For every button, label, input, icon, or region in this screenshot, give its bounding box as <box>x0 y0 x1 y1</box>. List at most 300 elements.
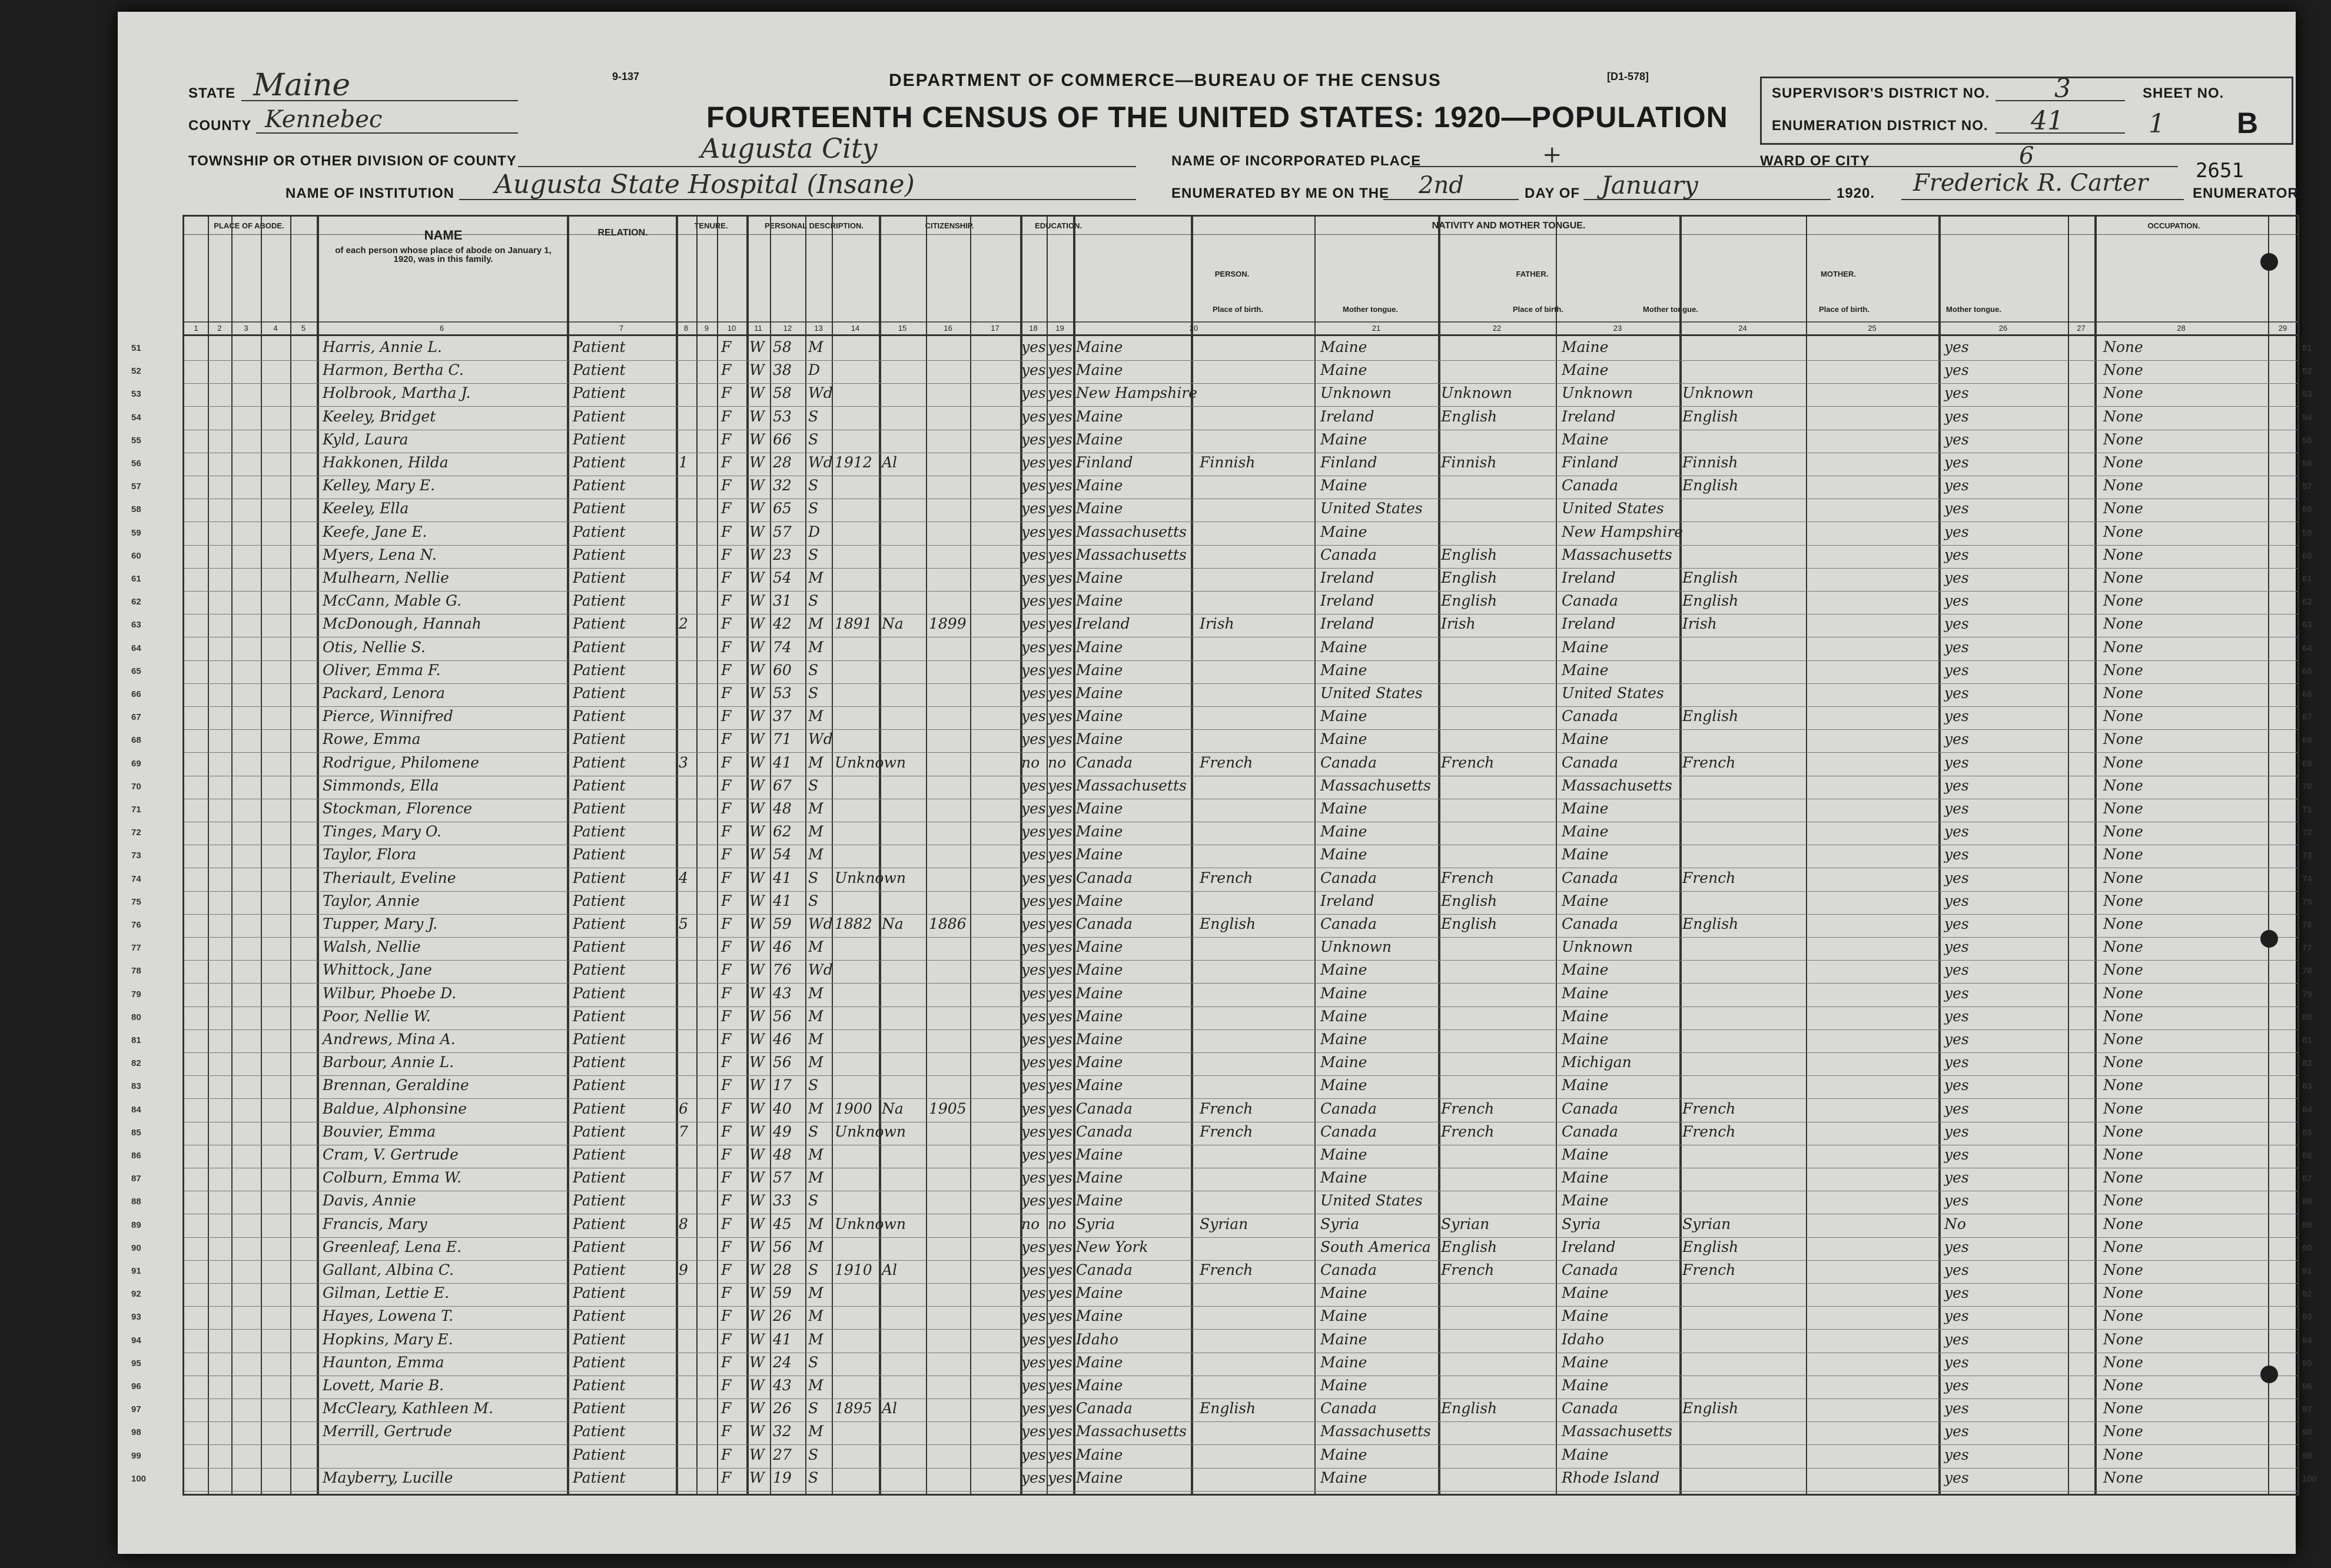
cell-name: Mayberry, Lucille <box>323 1469 453 1486</box>
cell-age: 19 <box>773 1469 792 1486</box>
cell-age: 37 <box>773 707 792 725</box>
cell-age: 24 <box>773 1353 792 1371</box>
cell-read: no <box>1021 753 1040 771</box>
cell-race: W <box>749 1169 765 1187</box>
cell-eng: yes <box>1944 430 1969 448</box>
institution-value: Augusta State Hospital (Insane) <box>494 170 915 200</box>
table-row <box>131 360 2312 384</box>
cell-fmt: Unknown <box>1441 384 1512 402</box>
cell-pob: Maine <box>1076 407 1123 425</box>
line-number: 53 <box>2302 389 2312 400</box>
table-row <box>131 383 2312 407</box>
cell-race: W <box>749 685 765 702</box>
table-row <box>131 1398 2312 1422</box>
table-row <box>131 476 2312 499</box>
cell-race: W <box>749 800 765 817</box>
cell-ms: M <box>808 753 824 771</box>
cell-pob: Maine <box>1076 1146 1123 1163</box>
cell-mpob: Maine <box>1562 1077 1609 1094</box>
cell-name: Harmon, Bertha C. <box>323 361 464 379</box>
cell-read: yes <box>1021 984 1046 1002</box>
cell-name: Rodrigue, Philomene <box>323 753 479 771</box>
cell-sex: F <box>721 546 732 563</box>
cell-write: yes <box>1048 823 1072 841</box>
cell-rel: Patient <box>573 1423 626 1440</box>
cell-sex: F <box>721 1146 732 1163</box>
cell-write: yes <box>1048 1122 1072 1140</box>
line-number: 93 <box>131 1312 141 1323</box>
cell-race: W <box>749 869 765 886</box>
cell-trade: None <box>2103 1238 2143 1255</box>
cell-own: 5 <box>679 915 688 932</box>
cell-mpob: Ireland <box>1562 407 1616 425</box>
cell-own: 3 <box>679 753 688 771</box>
line-number: 70 <box>131 781 141 792</box>
line-number: 71 <box>131 805 141 815</box>
enumerated-day: 2nd <box>1419 172 1464 199</box>
cell-write: yes <box>1048 546 1072 563</box>
cell-fpob: Maine <box>1320 823 1367 841</box>
line-number: 54 <box>131 412 141 423</box>
cell-sex: F <box>721 1122 732 1140</box>
table-row <box>131 868 2312 892</box>
col-place-of-abode: PLACE OF ABODE. <box>214 221 284 230</box>
cell-name: Whittock, Jane <box>323 961 432 979</box>
cell-write: yes <box>1048 1007 1072 1025</box>
cell-eng: yes <box>1944 1284 1969 1302</box>
cell-mmt: Syrian <box>1682 1215 1731 1233</box>
cell-write: yes <box>1048 407 1072 425</box>
cell-mpob: Ireland <box>1562 615 1616 633</box>
cell-eng: yes <box>1944 1400 1969 1417</box>
cell-trade: None <box>2103 892 2143 909</box>
cell-trade: None <box>2103 1146 2143 1163</box>
place-value: + <box>1542 141 1562 168</box>
cell-read: yes <box>1021 1446 1046 1463</box>
cell-ms: S <box>808 685 819 702</box>
cell-trade: None <box>2103 638 2143 656</box>
line-number: 90 <box>2302 1243 2312 1253</box>
cell-fpob: Canada <box>1320 753 1377 771</box>
cell-sex: F <box>721 477 732 494</box>
cell-rel: Patient <box>573 707 626 725</box>
cell-sex: F <box>721 1215 732 1233</box>
column-number: 15 <box>898 324 907 333</box>
cell-write: yes <box>1048 1330 1072 1348</box>
cell-rel: Patient <box>573 753 626 771</box>
cell-age: 59 <box>773 915 792 932</box>
cell-fpob: Maine <box>1320 338 1367 356</box>
cell-sex: F <box>721 1192 732 1210</box>
cell-ms: S <box>808 1077 819 1094</box>
cell-rel: Patient <box>573 1031 626 1048</box>
cell-race: W <box>749 1261 765 1278</box>
cell-read: yes <box>1021 800 1046 817</box>
cell-eng: yes <box>1944 1077 1969 1094</box>
cell-age: 56 <box>773 1054 792 1071</box>
cell-mpob: Massachusetts <box>1562 546 1672 563</box>
cell-race: W <box>749 1238 765 1255</box>
cell-name: Wilbur, Phoebe D. <box>323 984 457 1002</box>
cell-mpob: Canada <box>1562 753 1618 771</box>
cell-trade: None <box>2103 1284 2143 1302</box>
cell-own: 7 <box>679 1122 688 1140</box>
cell-fpob: Maine <box>1320 707 1367 725</box>
line-number: 98 <box>2302 1427 2312 1438</box>
cell-sex: F <box>721 1307 732 1325</box>
column-number: 17 <box>991 324 1000 333</box>
cell-pob: Massachusetts <box>1076 1423 1187 1440</box>
cell-ms: M <box>808 800 824 817</box>
table-row <box>131 1168 2312 1191</box>
cell-fpob: Maine <box>1320 1031 1367 1048</box>
cell-fpob: Maine <box>1320 1284 1367 1302</box>
cell-mpob: Ireland <box>1562 569 1616 586</box>
cell-mpob: Rhode Island <box>1562 1469 1660 1486</box>
cell-race: W <box>749 430 765 448</box>
table-row <box>131 1052 2312 1076</box>
cell-write: yes <box>1048 1054 1072 1071</box>
cell-write: no <box>1048 1215 1067 1233</box>
cell-read: yes <box>1021 685 1046 702</box>
cell-mpob: Finland <box>1562 454 1619 471</box>
column-number: 28 <box>2177 324 2186 333</box>
cell-rel: Patient <box>573 869 626 886</box>
cell-age: 58 <box>773 338 792 356</box>
cell-name: Simmonds, Ella <box>323 776 439 794</box>
col-name-desc: of each person whose place of abode on January 1, 1920, was in this family. <box>335 245 552 264</box>
cell-nat: Al <box>882 454 898 471</box>
cell-imm: Unknown <box>835 1122 906 1140</box>
cell-name: McDonough, Hannah <box>323 615 482 633</box>
table-row <box>131 660 2312 684</box>
cell-pob: Maine <box>1076 938 1123 956</box>
cell-eng: yes <box>1944 776 1969 794</box>
cell-fpob: Canada <box>1320 1122 1377 1140</box>
cell-mpob: Canada <box>1562 592 1618 610</box>
cell-read: yes <box>1021 1307 1046 1325</box>
cell-read: yes <box>1021 569 1046 586</box>
cell-fpob: Canada <box>1320 869 1377 886</box>
cell-rel: Patient <box>573 1469 626 1486</box>
cell-write: yes <box>1048 1307 1072 1325</box>
cell-trade: None <box>2103 685 2143 702</box>
table-row <box>131 1075 2312 1099</box>
cell-eng: yes <box>1944 454 1969 471</box>
table-row <box>131 1122 2312 1145</box>
cell-age: 26 <box>773 1400 792 1417</box>
table-row <box>131 1445 2312 1469</box>
line-number: 95 <box>131 1358 141 1368</box>
table-row <box>131 1421 2312 1445</box>
cell-write: yes <box>1048 1077 1072 1094</box>
cell-mpob: Canada <box>1562 1122 1618 1140</box>
cell-trade: None <box>2103 384 2143 402</box>
cell-rel: Patient <box>573 1169 626 1187</box>
cell-write: yes <box>1048 477 1072 494</box>
cell-ms: Wd <box>808 915 833 932</box>
table-row <box>131 1330 2312 1353</box>
cell-age: 54 <box>773 569 792 586</box>
cell-pob: Maine <box>1076 1054 1123 1071</box>
cell-read: yes <box>1021 1077 1046 1094</box>
cell-write: yes <box>1048 1400 1072 1417</box>
cell-sex: F <box>721 1261 732 1278</box>
cell-read: yes <box>1021 615 1046 633</box>
line-number: 57 <box>131 481 141 492</box>
column-number: 27 <box>2077 324 2086 333</box>
cell-fpob: Ireland <box>1320 407 1374 425</box>
cell-mt: Irish <box>1200 615 1234 633</box>
cell-name: McCann, Mable G. <box>323 592 461 610</box>
cell-mpob: Canada <box>1562 869 1618 886</box>
column-number: 20 <box>1189 324 1198 333</box>
line-number: 75 <box>2302 896 2312 907</box>
line-number: 88 <box>2302 1197 2312 1207</box>
cell-trade: None <box>2103 430 2143 448</box>
cell-mmt: French <box>1682 869 1736 886</box>
state-label: STATE <box>188 85 236 101</box>
cell-fpob: United States <box>1320 500 1423 517</box>
cell-eng: yes <box>1944 1238 1969 1255</box>
line-number: 65 <box>131 666 141 676</box>
census-table <box>131 215 2317 1496</box>
cell-trade: None <box>2103 338 2143 356</box>
cell-eng: yes <box>1944 638 1969 656</box>
cell-fpob: Maine <box>1320 361 1367 379</box>
cell-pob: Maine <box>1076 823 1123 841</box>
cell-eng: No <box>1944 1215 1966 1233</box>
cell-trade: None <box>2103 1169 2143 1187</box>
line-number: 72 <box>2302 828 2312 838</box>
cell-sex: F <box>721 938 732 956</box>
cell-eng: yes <box>1944 1377 1969 1394</box>
cell-fmt: Syrian <box>1441 1215 1490 1233</box>
cell-mpob: Maine <box>1562 1353 1609 1371</box>
line-number: 73 <box>2302 851 2312 861</box>
table-row <box>131 1214 2312 1238</box>
cell-write: yes <box>1048 984 1072 1002</box>
cell-sex: F <box>721 454 732 471</box>
sheet-label: SHEET NO. <box>2143 85 2224 101</box>
cell-name: Taylor, Flora <box>323 846 417 863</box>
cell-nat: Al <box>882 1400 898 1417</box>
cell-rel: Patient <box>573 1261 626 1278</box>
line-number: 57 <box>2302 481 2312 492</box>
cell-rel: Patient <box>573 730 626 748</box>
cell-read: yes <box>1021 915 1046 932</box>
line-number: 79 <box>2302 989 2312 999</box>
cell-fpob: Maine <box>1320 1007 1367 1025</box>
cell-rel: Patient <box>573 961 626 979</box>
cell-write: yes <box>1048 361 1072 379</box>
cell-race: W <box>749 546 765 563</box>
table-row <box>131 984 2312 1007</box>
cell-rel: Patient <box>573 984 626 1002</box>
cell-race: W <box>749 776 765 794</box>
cell-read: yes <box>1021 846 1046 863</box>
cell-rel: Patient <box>573 938 626 956</box>
sheet-letter: B <box>2237 107 2259 139</box>
cell-age: 48 <box>773 800 792 817</box>
line-number: 52 <box>131 366 141 377</box>
table-row <box>131 753 2312 776</box>
table-row <box>131 776 2312 799</box>
cell-trade: None <box>2103 1353 2143 1371</box>
cell-race: W <box>749 384 765 402</box>
cell-name: Barbour, Annie L. <box>323 1054 454 1071</box>
cell-age: 28 <box>773 1261 792 1278</box>
cell-sex: F <box>721 1353 732 1371</box>
cell-fpob: Maine <box>1320 1377 1367 1394</box>
cell-mmt: Unknown <box>1682 384 1754 402</box>
cell-fpob: Unknown <box>1320 938 1392 956</box>
cell-read: yes <box>1021 1330 1046 1348</box>
cell-read: yes <box>1021 776 1046 794</box>
column-number: 16 <box>944 324 952 333</box>
township-value: Augusta City <box>700 132 878 164</box>
line-number: 60 <box>131 550 141 561</box>
cell-rel: Patient <box>573 592 626 610</box>
institution-label: NAME OF INSTITUTION <box>285 185 454 201</box>
cell-sex: F <box>721 407 732 425</box>
cell-own: 8 <box>679 1215 688 1233</box>
cell-ms: M <box>808 1215 824 1233</box>
cell-sex: F <box>721 615 732 633</box>
cell-sex: F <box>721 961 732 979</box>
line-number: 97 <box>131 1404 141 1415</box>
cell-pob: Maine <box>1076 685 1123 702</box>
cell-ms: S <box>808 776 819 794</box>
column-number: 14 <box>851 324 860 333</box>
table-row <box>131 1468 2317 1491</box>
line-number: 94 <box>2302 1335 2312 1346</box>
cell-age: 32 <box>773 477 792 494</box>
cell-write: yes <box>1048 1238 1072 1255</box>
cell-eng: yes <box>1944 800 1969 817</box>
cell-fmt: Finnish <box>1441 454 1497 471</box>
cell-age: 41 <box>773 753 792 771</box>
cell-age: 33 <box>773 1192 792 1210</box>
line-number: 98 <box>131 1427 141 1438</box>
cell-mpob: Maine <box>1562 1007 1609 1025</box>
cell-trade: None <box>2103 477 2143 494</box>
cell-write: yes <box>1048 1099 1072 1117</box>
supervisor-label: SUPERVISOR'S DISTRICT NO. <box>1772 85 1990 101</box>
cell-race: W <box>749 592 765 610</box>
cell-read: yes <box>1021 1469 1046 1486</box>
cell-age: 56 <box>773 1238 792 1255</box>
cell-write: yes <box>1048 730 1072 748</box>
table-row <box>131 453 2312 476</box>
cell-mt: French <box>1200 1261 1253 1278</box>
column-number: 8 <box>683 324 689 333</box>
cell-trade: None <box>2103 1469 2143 1486</box>
cell-pob: New Hampshire <box>1076 384 1198 402</box>
cell-age: 41 <box>773 869 792 886</box>
cell-write: yes <box>1048 1469 1072 1486</box>
table-row <box>131 845 2312 868</box>
cell-name: Holbrook, Martha J. <box>323 384 471 402</box>
cell-trade: None <box>2103 869 2143 886</box>
cell-age: 62 <box>773 823 792 841</box>
cell-pob: Maine <box>1076 1192 1123 1210</box>
cell-mpob: Maine <box>1562 730 1609 748</box>
cell-age: 31 <box>773 592 792 610</box>
cell-mmt: English <box>1682 1238 1739 1255</box>
table-row <box>131 960 2312 984</box>
cell-write: yes <box>1048 1423 1072 1440</box>
table-row <box>131 1237 2312 1261</box>
cell-eng: yes <box>1944 569 1969 586</box>
line-number: 69 <box>131 758 141 769</box>
cell-race: W <box>749 1215 765 1233</box>
cell-sex: F <box>721 915 732 932</box>
cell-sex: F <box>721 984 732 1002</box>
cell-mmt: English <box>1682 407 1739 425</box>
cell-mpob: Maine <box>1562 800 1609 817</box>
cell-pob: Canada <box>1076 1400 1133 1417</box>
cell-ms: M <box>808 1377 824 1394</box>
cell-fpob: Syria <box>1320 1215 1360 1233</box>
table-row <box>131 1376 2312 1399</box>
cell-age: 57 <box>773 523 792 540</box>
cell-mpob: Maine <box>1562 1284 1609 1302</box>
cell-pob: Ireland <box>1076 615 1130 633</box>
place-label: NAME OF INCORPORATED PLACE <box>1171 153 1422 169</box>
cell-write: yes <box>1048 1377 1072 1394</box>
cell-ms: S <box>808 430 819 448</box>
cell-race: W <box>749 569 765 586</box>
cell-fpob: Maine <box>1320 430 1367 448</box>
col-person-mt: Mother tongue. <box>1343 305 1398 314</box>
cell-trade: None <box>2103 1446 2143 1463</box>
cell-sex: F <box>721 1284 732 1302</box>
cell-trade: None <box>2103 1077 2143 1094</box>
cell-ms: S <box>808 1469 819 1486</box>
cell-race: W <box>749 1446 765 1463</box>
cell-name: Myers, Lena N. <box>323 546 437 563</box>
cell-ms: S <box>808 1192 819 1210</box>
line-number: 99 <box>2302 1450 2312 1461</box>
cell-name: Harris, Annie L. <box>323 338 442 356</box>
line-number: 83 <box>2302 1081 2312 1092</box>
cell-mpob: Maine <box>1562 961 1609 979</box>
cell-read: yes <box>1021 546 1046 563</box>
column-number: 1 <box>194 324 198 333</box>
cell-fpob: Maine <box>1320 846 1367 863</box>
cell-fpob: Maine <box>1320 1446 1367 1463</box>
cell-fmt: French <box>1441 1261 1495 1278</box>
cell-eng: yes <box>1944 407 1969 425</box>
cell-sex: F <box>721 869 732 886</box>
cell-write: yes <box>1048 892 1072 909</box>
cell-rel: Patient <box>573 846 626 863</box>
column-number: 12 <box>783 324 792 333</box>
cell-trade: None <box>2103 1099 2143 1117</box>
year-text: 1920. <box>1837 185 1875 201</box>
cell-race: W <box>749 1146 765 1163</box>
cell-ms: S <box>808 892 819 909</box>
cell-trade: None <box>2103 592 2143 610</box>
cell-trade: None <box>2103 615 2143 633</box>
cell-rel: Patient <box>573 361 626 379</box>
cell-mmt: French <box>1682 1122 1736 1140</box>
line-number: 66 <box>2302 689 2312 699</box>
state-value: Maine <box>253 68 351 103</box>
cell-ms: S <box>808 661 819 679</box>
cell-write: yes <box>1048 1192 1072 1210</box>
